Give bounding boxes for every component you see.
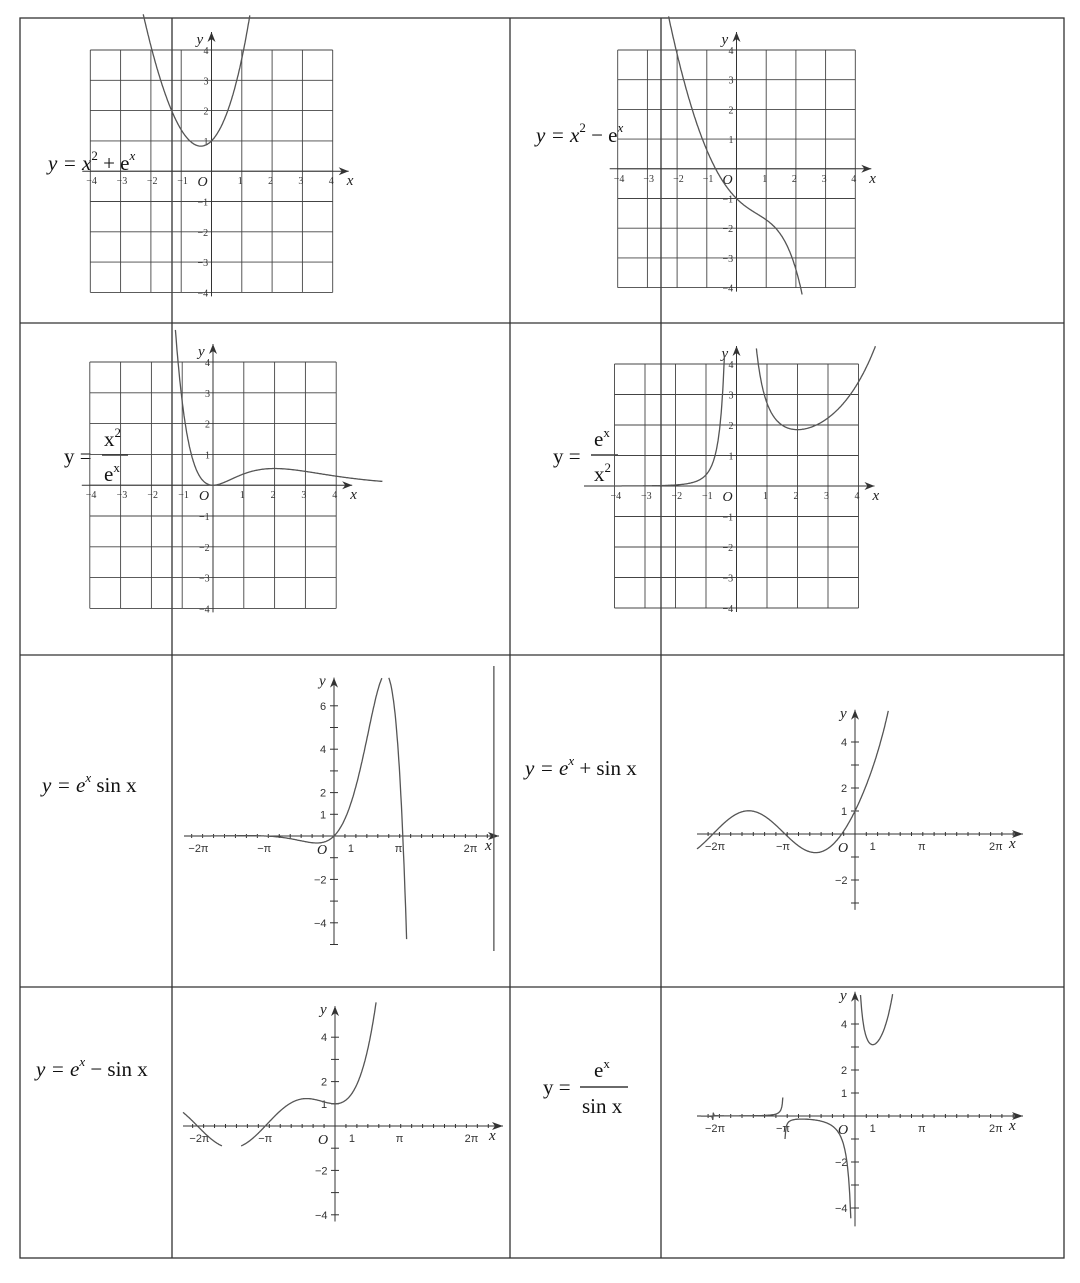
y-tick-label: 4 [321, 1032, 328, 1045]
y-tick-label: 2 [841, 1065, 848, 1077]
svg-text:x2: $x^2$ [104, 425, 121, 451]
graph-x2-minus-ex [610, 16, 877, 294]
origin-label: O [199, 489, 210, 505]
x-tick-label: −4 [86, 176, 97, 188]
x-tick-label: −2π [705, 1123, 726, 1135]
x-tick-label: 4 [332, 490, 338, 502]
y-tick-label: 1 [205, 450, 210, 462]
x-axis-label: x [872, 488, 880, 504]
y-tick-label: −4 [314, 917, 327, 930]
x-tick-label: −2π [188, 843, 209, 855]
y-tick-label: −2 [835, 875, 848, 887]
x-tick-label: −1 [702, 173, 714, 185]
y-tick-label: −3 [722, 253, 734, 265]
y-tick-label: −2 [199, 542, 210, 554]
y-tick-label: 3 [203, 76, 209, 88]
x-tick-label: −1 [702, 491, 713, 502]
x-tick-label: 1 [869, 841, 876, 853]
svg-text:sin x: sin x [582, 1094, 623, 1118]
formula-ex-plus-sin: $y = e^x + \sin x$ [525, 753, 637, 780]
y-tick-label: 4 [728, 360, 734, 371]
formula-x2-over-ex [64, 425, 128, 486]
svg-text:ex: $e^x$ [104, 460, 120, 486]
x-axis-label: x [346, 173, 354, 190]
y-tick-label: 2 [205, 419, 210, 431]
y-tick-label: −1 [199, 512, 210, 523]
origin-label: O [722, 172, 733, 188]
graph-ex-plus-sin [697, 706, 1023, 910]
x-axis-label: x [350, 487, 357, 504]
x-tick-label: 1 [763, 491, 768, 502]
x-axis-label: x [489, 1128, 496, 1144]
origin-label: O [317, 843, 328, 858]
x-tick-label: π [918, 1123, 926, 1135]
y-tick-label: 1 [841, 1088, 848, 1100]
y-tick-label: −1 [722, 194, 734, 206]
x-tick-label: −1 [178, 490, 189, 502]
y-tick-label: −3 [722, 573, 734, 585]
x-tick-label: 1 [869, 1123, 876, 1135]
y-tick-label: −4 [199, 604, 210, 616]
x-tick-label: 2π [989, 841, 1003, 853]
y-tick-label: 3 [728, 75, 734, 87]
x-tick-label: −π [776, 1123, 791, 1135]
x-tick-label: −4 [610, 491, 622, 502]
x-tick-label: 1 [762, 173, 768, 185]
formula-x2-minus-ex: $y = x^2 - e^x$ [536, 120, 624, 147]
graph-x2-over-ex [82, 330, 383, 616]
x-tick-label: −2 [671, 491, 683, 502]
x-tick-label: 4 [328, 176, 334, 188]
y-tick-label: −4 [315, 1209, 328, 1222]
svg-text:ex: $e^x$ [594, 1056, 610, 1082]
x-tick-label: 3 [824, 491, 829, 502]
formula-ex-over-x2 [553, 425, 618, 486]
y-tick-label: 4 [205, 358, 210, 369]
y-tick-label: 1 [321, 1098, 328, 1111]
x-tick-label: 2 [791, 173, 797, 185]
x-tick-label: −3 [643, 173, 655, 185]
y-tick-label: −4 [722, 283, 734, 295]
y-tick-label: 6 [320, 700, 327, 713]
origin-label: O [838, 1123, 849, 1138]
function-curve [697, 994, 893, 1218]
table-borders [20, 18, 1064, 1258]
formula-x2-plus-ex: $y = x^2 + e^x$ [48, 148, 136, 175]
y-tick-label: −2 [722, 543, 734, 554]
svg-text:x2: $x^2$ [594, 460, 611, 486]
y-tick-label: 2 [321, 1076, 328, 1089]
y-tick-label: 3 [728, 390, 734, 402]
formula-ex-minus-sin: $y = e^x - \sin x$ [36, 1054, 148, 1081]
function-curve [697, 711, 888, 853]
origin-label: O [722, 490, 733, 505]
y-tick-label: −4 [722, 604, 734, 615]
formula-ex-over-sin [543, 1056, 628, 1118]
y-tick-label: −2 [197, 227, 209, 239]
x-tick-label: 3 [298, 176, 304, 188]
y-tick-label: −2 [835, 1157, 848, 1169]
x-tick-label: 2 [270, 490, 276, 502]
y-axis-label: y [840, 987, 847, 1004]
y-tick-label: 1 [728, 451, 734, 463]
x-tick-label: 1 [239, 490, 245, 502]
y-tick-label: 1 [728, 135, 734, 147]
graph-ex-over-sin [697, 988, 1023, 1227]
formula-ex-sin: $y = e^x$ sin x [42, 770, 137, 797]
y-tick-label: 4 [320, 744, 327, 757]
y-tick-label: −4 [835, 1203, 848, 1215]
svg-text:y =: y = [64, 444, 92, 468]
x-tick-label: π [395, 1133, 404, 1145]
y-axis-label: y [721, 346, 729, 362]
x-tick-label: −3 [116, 490, 128, 502]
y-tick-label: 4 [728, 46, 734, 57]
y-tick-label: −3 [199, 573, 210, 585]
y-tick-label: 4 [841, 1019, 848, 1031]
y-tick-label: −1 [722, 512, 734, 524]
x-tick-label: 3 [821, 173, 827, 185]
y-axis-label: y [198, 344, 205, 360]
x-tick-label: −π [776, 841, 791, 853]
function-curve [669, 16, 803, 294]
y-tick-label: −2 [722, 224, 734, 236]
y-axis-label: y [319, 673, 326, 690]
y-axis-label: y [840, 705, 847, 722]
y-tick-label: −4 [197, 288, 209, 300]
svg-text:ex: $e^x$ [594, 425, 610, 451]
y-tick-label: 2 [841, 783, 848, 795]
y-tick-label: 4 [841, 737, 848, 749]
x-tick-label: π [394, 843, 403, 855]
x-tick-label: 4 [851, 173, 857, 185]
y-tick-label: 1 [320, 809, 327, 822]
x-tick-label: 2π [463, 843, 478, 855]
x-tick-label: −π [257, 843, 272, 855]
x-tick-label: −4 [85, 490, 97, 502]
x-tick-label: 1 [237, 176, 243, 188]
function-curve [175, 330, 382, 485]
x-axis-label: x [869, 170, 876, 187]
x-tick-label: −2 [146, 176, 158, 188]
y-tick-label: 3 [205, 388, 210, 400]
y-tick-label: 2 [728, 105, 734, 117]
svg-text:y =: y = [553, 444, 581, 468]
x-tick-label: 2π [464, 1133, 479, 1145]
function-curve [184, 678, 472, 939]
x-tick-label: 2 [268, 176, 274, 188]
y-tick-label: −2 [314, 874, 327, 887]
x-axis-label: x [1009, 836, 1016, 852]
x-tick-label: −4 [613, 173, 625, 185]
x-tick-label: −2 [147, 490, 159, 502]
x-tick-label: −1 [177, 176, 188, 188]
x-tick-label: −3 [641, 491, 652, 502]
y-tick-label: 2 [728, 421, 734, 432]
x-tick-label: −2π [705, 841, 726, 853]
y-tick-label: 4 [203, 46, 209, 57]
y-axis-label: y [320, 1002, 327, 1019]
x-tick-label: 4 [854, 491, 860, 502]
y-tick-label: 1 [841, 806, 848, 818]
origin-label: O [318, 1133, 329, 1148]
y-tick-label: −3 [197, 258, 209, 270]
graph-ex-over-x2 [584, 346, 880, 615]
x-tick-label: 1 [348, 1133, 356, 1145]
y-tick-label: −2 [315, 1165, 328, 1178]
x-tick-label: π [918, 841, 926, 853]
x-tick-label: −2 [673, 173, 684, 185]
x-tick-label: 2π [989, 1123, 1003, 1135]
x-tick-label: 2 [793, 491, 799, 502]
x-tick-label: 3 [301, 490, 307, 502]
graph-ex-minus-sin [183, 1002, 503, 1222]
x-axis-label: x [1009, 1118, 1016, 1134]
graph-ex-sin [184, 666, 499, 951]
y-tick-label: 2 [203, 106, 209, 118]
x-tick-label: −3 [116, 176, 128, 188]
y-tick-label: −1 [197, 197, 209, 209]
svg-text:y =: y = [543, 1075, 571, 1099]
x-tick-label: 1 [347, 843, 355, 855]
x-axis-label: x [485, 838, 492, 854]
y-axis-label: y [196, 32, 204, 48]
x-tick-label: −π [258, 1133, 273, 1145]
origin-label: O [838, 841, 849, 856]
function-curve [183, 1002, 376, 1146]
origin-label: O [197, 175, 208, 191]
y-tick-label: 1 [203, 136, 209, 148]
y-tick-label: 2 [320, 787, 327, 800]
x-tick-label: −2π [189, 1133, 210, 1145]
y-axis-label: y [721, 32, 729, 48]
